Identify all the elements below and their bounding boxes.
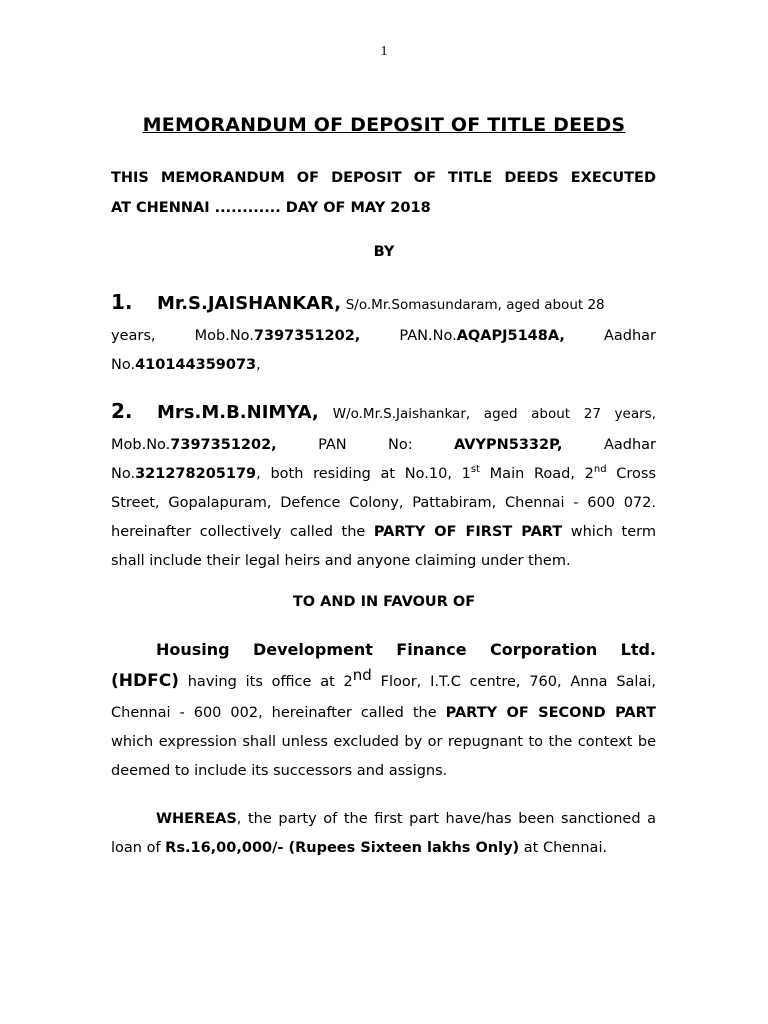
party-1-relation: S/o.Mr.Somasundaram, aged about 28 [345, 297, 605, 313]
party-2-mob-label: Mob.No. [111, 437, 171, 453]
intro-paragraph [111, 163, 656, 223]
party-2-mobile: 7397351202, [170, 437, 277, 453]
hdfc-line-3-text: Chennai - 600 002, hereinafter called the [111, 705, 446, 721]
party-2-line-1 [111, 395, 656, 431]
hdfc-line-5: deemed to include its successors and assigns. [111, 763, 448, 779]
party-2-paragraph [111, 395, 656, 576]
hdfc-line-1: Housing Development Finance Corporation Ltd. [156, 640, 656, 659]
party-2-line-3 [111, 460, 656, 489]
loan-prefix: loan of [111, 840, 166, 856]
party-2-line-4: Street, Gopalapuram, Defence Colony, Pattabiram, Chennai - 600 072. [111, 495, 656, 511]
hdfc-office: having its office at 2 [178, 674, 353, 690]
party-2-number: 2. [111, 399, 133, 423]
party-second-part-label: PARTY OF SECOND PART [445, 705, 656, 721]
party-1-years: years, [111, 328, 156, 344]
intro-line-2: AT CHENNAI ............ DAY OF MAY 2018 [111, 200, 431, 216]
party-1-mobile: 7397351202, [253, 328, 361, 344]
party-2-residing: , both residing at No.10, 1 [256, 466, 471, 482]
party-2-aadhar-label: Aadhar [603, 437, 656, 453]
party-2-which-term: which term [562, 524, 656, 540]
hdfc-abbr: (HDFC) [111, 671, 179, 691]
whereas-paragraph [111, 805, 656, 863]
party-2-st-sup: st [470, 464, 480, 476]
page-number: 1 [380, 44, 388, 59]
party-1-line-2 [111, 322, 656, 351]
party-2-line-2 [111, 431, 656, 460]
hdfc-line-3 [111, 699, 656, 728]
hdfc-line-4: which expression shall unless excluded by or repugnant to the context be [111, 734, 656, 750]
party-1-trail: , [256, 357, 261, 373]
whereas-text: , the party of the first part have/has been sanctioned a [236, 811, 656, 827]
loan-amount: Rs.16,00,000/- (Rupees Sixteen lakhs Only) [165, 840, 520, 856]
party-1-paragraph [111, 286, 656, 380]
party-2-no-label: No: [388, 437, 413, 453]
party-1-aadhar-no-label: No. [111, 357, 136, 373]
hdfc-paragraph [111, 634, 656, 786]
party-first-part-label: PARTY OF FIRST PART [373, 524, 563, 540]
whereas-word: WHEREAS [156, 811, 237, 827]
party-1-name: Mr.S.JAISHANKAR, [157, 293, 342, 314]
party-1-line-3 [111, 351, 656, 380]
hdfc-nd-sup: nd [352, 666, 372, 685]
party-2-relation: W/o.Mr.S.Jaishankar, aged about 27 years, [332, 406, 656, 422]
party-2-pan-label: PAN [318, 437, 347, 453]
intro-line-1: THIS MEMORANDUM OF DEPOSIT OF TITLE DEEDS EXECUTED [111, 170, 656, 186]
party-2-hereinafter: hereinafter collectively called the [111, 524, 374, 540]
hdfc-line-2 [111, 665, 656, 699]
favour-heading: TO AND IN FAVOUR OF [292, 594, 476, 610]
whereas-line-1 [111, 805, 656, 834]
party-1-aadhar: 410144359073 [135, 357, 257, 373]
by-heading: BY [373, 244, 395, 260]
party-1-aadhar-label: Aadhar [603, 328, 656, 344]
party-1-mob-label: Mob.No. [194, 328, 254, 344]
party-1-line-1 [111, 286, 656, 322]
party-2-aadhar-no-label: No. [111, 466, 136, 482]
party-1-pan-label: PAN.No. [399, 328, 457, 344]
hdfc-floor: Floor, I.T.C centre, 760, Anna Salai, [371, 674, 656, 690]
party-2-line-6: shall include their legal heirs and anyone claiming under them. [111, 553, 571, 569]
party-1-number: 1. [111, 290, 133, 314]
loan-suffix: at Chennai. [519, 840, 608, 856]
party-1-pan: AQAPJ5148A, [456, 328, 565, 344]
party-2-pan: AVYPN5332P, [454, 437, 563, 453]
party-2-name: Mrs.M.B.NIMYA, [157, 402, 319, 423]
party-2-cross: Cross [606, 466, 656, 482]
party-2-line-5 [111, 518, 656, 547]
party-2-main-road: Main Road, 2 [479, 466, 594, 482]
party-2-aadhar: 321278205179 [135, 466, 257, 482]
whereas-line-2 [111, 834, 656, 863]
document-title: MEMORANDUM OF DEPOSIT OF TITLE DEEDS [142, 114, 626, 136]
party-2-nd-sup: nd [593, 464, 607, 476]
